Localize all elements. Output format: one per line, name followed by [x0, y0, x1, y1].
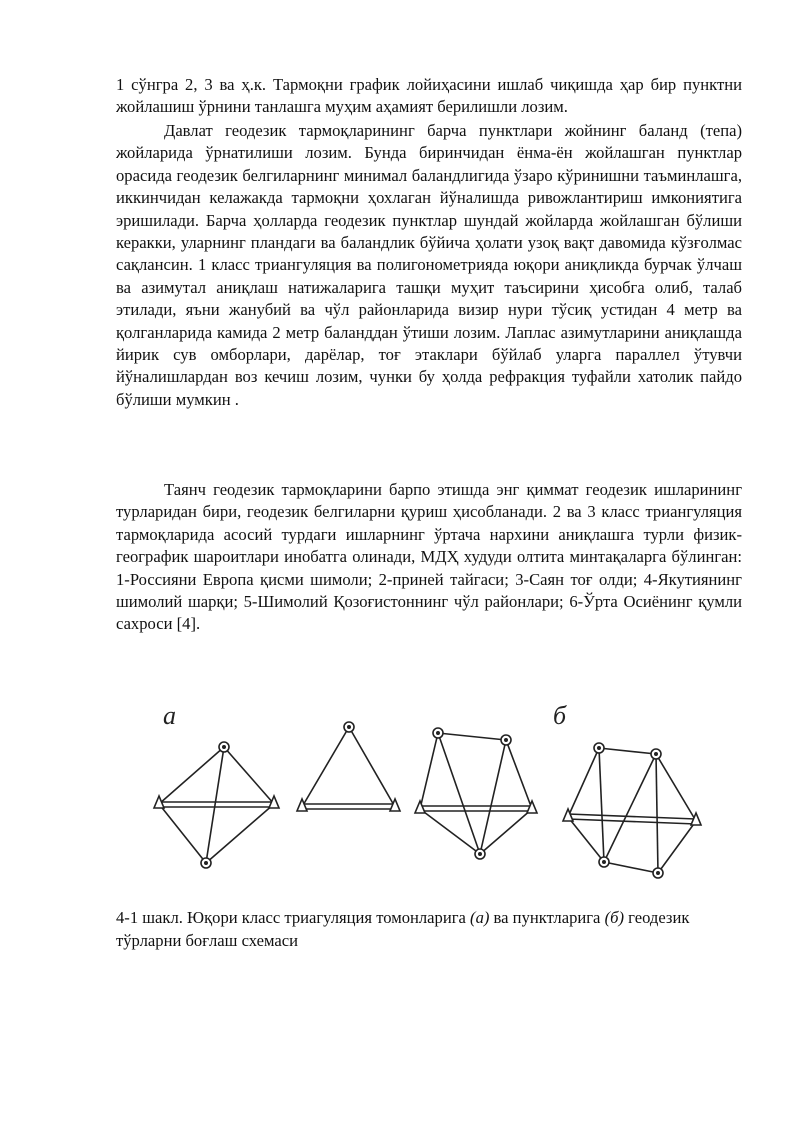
scheme-hexagon: [563, 743, 701, 878]
figure-caption: [116, 906, 742, 952]
caption-mark-b: (б): [604, 908, 624, 927]
scheme-pentagon: [415, 728, 537, 859]
paragraph-1: 1 сўнгра 2, 3 ва ҳ.к. Тармоқни график лойиҳасини ишлаб чиқишда ҳар бир пунктни жойлашиш ўрнини танлашга муҳим аҳамият берилишли лозим.: [116, 75, 742, 117]
figure-label-a: а: [163, 701, 176, 730]
paragraph-3: Таянч геодезик тармоқларини барпо этишда энг қиммат геодезик ишларининг турларидан бири, геодезик белгиларни қуриш ҳисобланади. 2 ва 3 класс триангуляция тармоқларида асосий турдаги ишларнинг ўртача нархини аниқлашга турли физик-географик шароитлари инобатга олинади, МДҲ худуди олтита минтақаларга бўлинган: 1-Россияни Европа қисми шимоли; 2-приней тайгаси; 3-Саян тоғ олди; 4-Якутиянинг шимолий шарқи; 5-Шимолий Қозоғистоннинг чўл районлари; 6-Ўрта Осиёнинг қумли сахроси [4].: [116, 480, 742, 634]
scheme-rhombus: [154, 742, 279, 868]
figure-label-b: б: [553, 701, 567, 730]
caption-part-2: ва пунктларига: [489, 908, 605, 927]
caption-part-1: 4-1 шакл. Юқори класс триагуляция томонларига: [116, 908, 471, 927]
paragraph-2: Давлат геодезик тармоқларининг барча пунктлари жойнинг баланд (тепа) жойларида ўрнатилиши лозим. Бунда биринчидан ёнма-ён жойлашган пунктлар орасида геодезик белгиларнинг минимал баландлигида ўзаро кўринишни таъминлашга, иккинчидан келажакда тармоқни ҳохлаган йўналишда ривожлантириш имкониятига эришилади. Барча ҳолларда геодезик пунктлар шундай жойларда жойлашган бўлиши керакки, уларнинг пландаги ва баландлик бўйича ҳолати узоқ вақт давомида кўзғолмас сақлансин. 1 класс триангуляция ва полигонометрияда юқори аниқликда бурчак ўлчаш ва азимутал аниқлаш натижаларига ташқи муҳит таъсирини ҳисобга олиб, талаб этилади, яъни жанубий ва чўл районларида визир нури тўсиқ устидан 4 метр ва қолганларида камида 2 метр баланддан ўтиши лозим. Лаплас азимутларини аниқлашда йирик сув омборлари, дарёлар, тоғ этаклари бўйлаб уларга параллел ўтувчи йўналишлардан воз кечиш лозим, чунки бу ҳолда рефракция туфайли хатолик пайдо бўлиши мумкин .: [116, 121, 742, 409]
triangulation-schemes-svg: [140, 700, 720, 890]
scheme-triangle: [297, 722, 400, 811]
triangulation-figure: [140, 700, 720, 890]
caption-mark-a: (а): [470, 908, 490, 927]
caption-part-3: геодезик тўрларни боғлаш схемаси: [116, 908, 690, 950]
